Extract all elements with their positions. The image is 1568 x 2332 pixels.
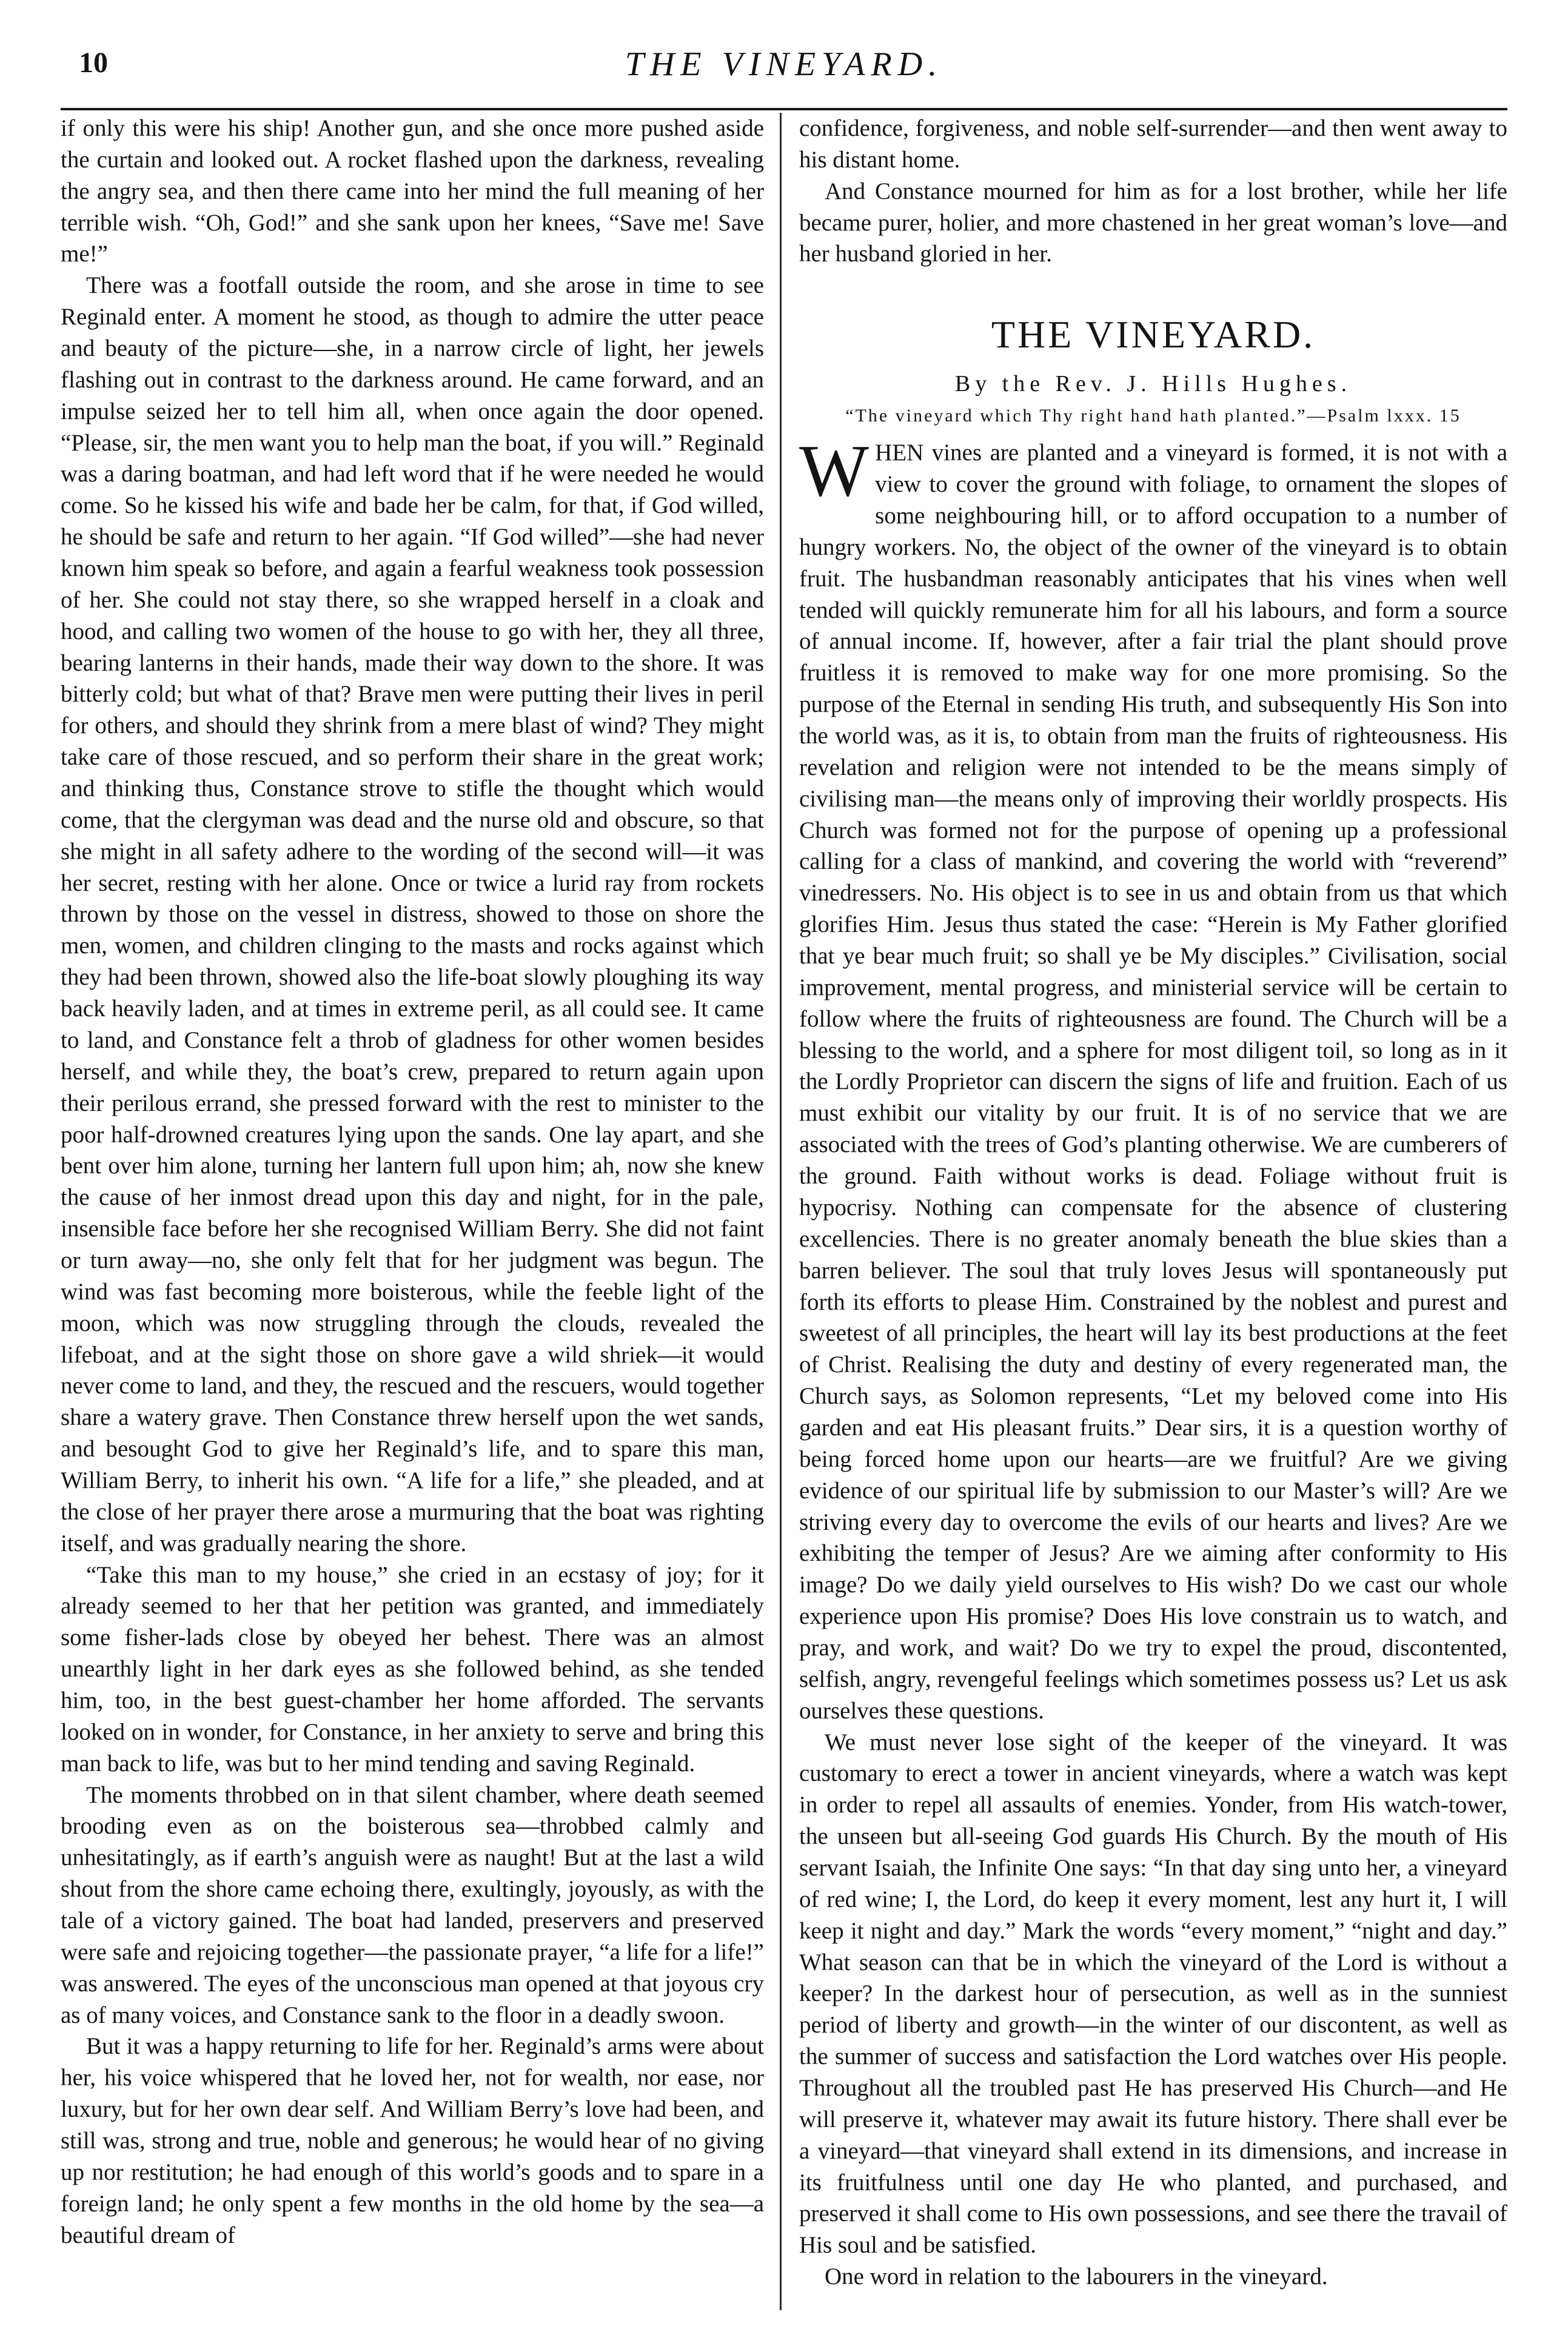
article-paragraph: We must never lose sight of the keeper of the vineyard. It was customary to erect a tower in ancient vineyards, where a watch was kept in order to repel all assaults of enemies. Yonder, from His watch-tower, the unseen but all-seeing God guards His Church. By the mouth of His servant Isaiah, the Infinite One says: “In that day sing unto her, a vineyard of red wine; I, the Lord, do keep it every moment, lest any hurt it, I will keep it night and day.” Mark the words “every moment,” “night and day.” What season can that be in which the vineyard of the Lord is without a keeper? In the darkest hour of persecution, as well as in the sunniest period of liberty and growth—in the winter of our discontent, as well as the summer of success and satisfaction the Lord watches over His people. Throughout all the troubled past He has preserved His Church—and He will preserve it, whatever may await its future history. There shall ever be a vineyard—that vineyard shall extend in its dimensions, and increase in its fruitfulness until one day He who planted, and purchased, and preserved it shall come to His own possessions, and see there the travail of His soul and be satisfied.	[799, 1729, 1507, 2259]
story-paragraph: The moments throbbed on in that silent chamber, where death seemed brooding even as on the boisterous sea—throbbed calmly and unhesitatingly, as if earth’s anguish were as naught! But at the last a wild shout from the shore came echoing there, exultingly, joyously, as with the tale of a victory gained. The boat had landed, preservers and preserved were safe and rejoicing together—the passionate prayer, “a life for a life!” was answered. The eyes of the unconscious man opened at that joyous cry as of many voices, and Constance sank to the floor in a deadly swoon.	[61, 1781, 764, 2028]
newspaper-page	[61, 42, 1507, 2310]
story-continuation: confidence, forgiveness, and noble self-surrender—and then went away to his distant home.	[799, 115, 1507, 173]
article-byline: By the Rev. J. Hills Hughes.	[954, 371, 1352, 397]
story-paragraph: But it was a happy returning to life for her. Reginald’s arms were about her, his voice whispered that he loved her, not for wealth, nor ease, nor luxury, but for her own dear self. And William Berry’s love had been, and still was, strong and true, noble and generous; he would hear of no giving up nor restitution; he had enough of this world’s goods and to spare in a foreign land; he only spent a few months in the old home by the sea—a beautiful dream of	[61, 2033, 764, 2248]
article-paragraph: One word in relation to the labourers in the vineyard.	[825, 2263, 1328, 2290]
right-column	[799, 113, 1507, 2310]
journal-title: THE VINEYARD.	[625, 45, 943, 83]
running-head	[61, 42, 1507, 110]
story-paragraph: if only this were his ship! Another gun, and she once more pushed aside the curtain and looked out. A rocket flashed upon the darkness, revealing the angry sea, and then there came into her mind the full meaning of her terrible wish. “Oh, God!” and she sank upon her knees, “Save me! Save me!”	[61, 115, 764, 267]
column-rule	[780, 113, 782, 2310]
article-opening	[799, 430, 1507, 1726]
page-number: 10	[79, 47, 108, 79]
left-column	[61, 113, 764, 2310]
drop-cap: W	[799, 430, 869, 512]
text-columns	[61, 113, 1507, 2310]
story-paragraph: There was a footfall outside the room, and she arose in time to see Reginald enter. A moment he stood, as though to admire the utter peace and beauty of the picture—she, in a narrow circle of light, her jewels flashing out in contrast to the darkness around. He came forward, and an impulse seized her to tell him all, when once again the door opened. “Please, sir, the men want you to help man the boat, if you will.” Reginald was a daring boatman, and had left word that if he were needed he would come. So he kissed his wife and bade her be calm, for that, if God willed, he should be safe and return to her again. “If God willed”—she had never known him speak so before, and again a fearful weakness took possession of her. She could not stay there, so she wrapped herself in a cloak and hood, and calling two women of the house to go with her, they all three, bearing lanterns in their hands, made their way down to the shore. It was bitterly cold; but what of that? Brave men were putting their lives in peril for others, and should they shrink from a mere blast of wind? They might take care of those rescued, and so perform their share in the great work; and thinking thus, Constance strove to stifle the thought which would come, that the clergyman was dead and the nurse old and obscure, so that she might in all safety adhere to the wording of the second will—it was her secret, resting with her alone. Once or twice a lurid ray from rockets thrown by those on the vessel in distress, showed to those on shore the men, women, and children clinging to the masts and rocks against which they had been thrown, showed also the life-boat slowly ploughing its way back heavily laden, and at times in extreme peril, as all could see. It came to land, and Constance felt a throb of gladness for other women besides herself, and while they, the boat’s crew, prepared to return again upon their perilous errand, she pressed forward with the rest to minister to the poor half-drowned creatures lying upon the sands. One lay apart, and she bent over him alone, turning her lantern full upon him; ah, now she knew the cause of her inmost dread upon this day and night, for in the pale, insensible face before her she recognised William Berry. She did not faint or turn away—no, she only felt that for her judgment was begun. The wind was fast becoming more boisterous, while the feeble light of the moon, which was now struggling through the clouds, revealed the lifeboat, and at the sight those on shore gave a wild shriek—it would never come to land, and they, the rescued and the rescuers, would together share a watery grave. Then Constance threw herself upon the wet sands, and besought God to give her Reginald’s life, and to spare this man, William Berry, to inherit his own. “A life for a life,” she pleaded, and at the close of her prayer there arose a murmuring that the boat was righting itself, and was gradually nearing the shore.	[61, 272, 764, 1556]
story-paragraph: “Take this man to my house,” she cried in an ecstasy of joy; for it already seemed to her that her petition was granted, and immediately some fisher-lads close by obeyed her behest. There was an almost unearthly light in her dark eyes as she followed behind, as she tended him, too, in the best guest-chamber her home afforded. The servants looked on in wonder, for Constance, in her anxiety to serve and bring this man back to life, was but to her mind tending and saving Reginald.	[61, 1561, 764, 1777]
story-ending: And Constance mourned for him as for a lost brother, while her life became purer, holier, and more chastened in her great woman’s love—and her husband gloried in her.	[799, 178, 1507, 267]
article-title: THE VINEYARD.	[991, 313, 1316, 357]
article-epigraph: “The vineyard which Thy right hand hath planted.”—Psalm lxxx. 15	[845, 406, 1461, 426]
article-paragraph: HEN vines are planted and a vineyard is formed, it is not with a view to cover the ground with foliage, to ornament the slopes of some neighbouring hill, or to afford occupation to a number of hungry workers. No, the object of the owner of the vineyard is to obtain fruit. The husbandman reasonably anticipates that his vines when well tended will quickly remunerate him for all his labours, and form a source of annual income. If, however, after a fair trial the plant should prove fruitless it is removed to make way for one more promising. So the purpose of the Eternal in sending His truth, and subsequently His Son into the world was, as it is, to obtain from man the fruits of righteousness. His revelation and religion were not intended to be the means simply of civilising man—the means only of improving their worldly prospects. His Church was formed not for the purpose of opening up a professional calling for a class of mankind, and covering the world with “reverend” vinedressers. No. His object is to see in us and obtain from us that which glorifies Him. Jesus thus stated the case: “Herein is My Father glorified that ye bear much fruit; so shall ye be My disciples.” Civilisation, social improvement, mental progress, and ministerial service will be certain to follow where the fruits of righteousness are found. The Church will be a blessing to the world, and a sphere for most diligent toil, so long as in it the Lordly Proprietor can discern the signs of life and fruition. Each of us must exhibit our vitality by our fruit. It is of no service that we are associated with the trees of God’s planting otherwise. We are cumberers of the ground. Faith without works is dead. Foliage without fruit is hypocrisy. Nothing can compensate for the absence of clustering excellencies. There is no greater anomaly beneath the blue skies than a barren believer. The soul that truly loves Jesus will spontaneously put forth its efforts to please Him. Constrained by the noblest and purest and sweetest of all principles, the heart will lay its best productions at the feet of Christ. Realising the duty and destiny of every regenerated man, the Church says, as Solomon represents, “Let my beloved come into His garden and eat His pleasant fruits.” Dear sirs, it is a question worthy of being forced home upon our hearts—are we fruitful? Are we giving evidence of our spiritual life by submission to our Master’s will? Are we striving every day to overcome the evils of our hearts and lives? Are we exhibiting the temper of Jesus? Are we aiming after conformity to His image? Do we daily yield ourselves to His wish? Do we cast our whole experience upon His promise? Does His love constrain us to watch, and pray, and work, and wait? Do we try to expel the proud, discontented, selfish, angry, revengeful feelings which sometimes possess us? Let us ask ourselves these questions.	[799, 440, 1507, 1724]
